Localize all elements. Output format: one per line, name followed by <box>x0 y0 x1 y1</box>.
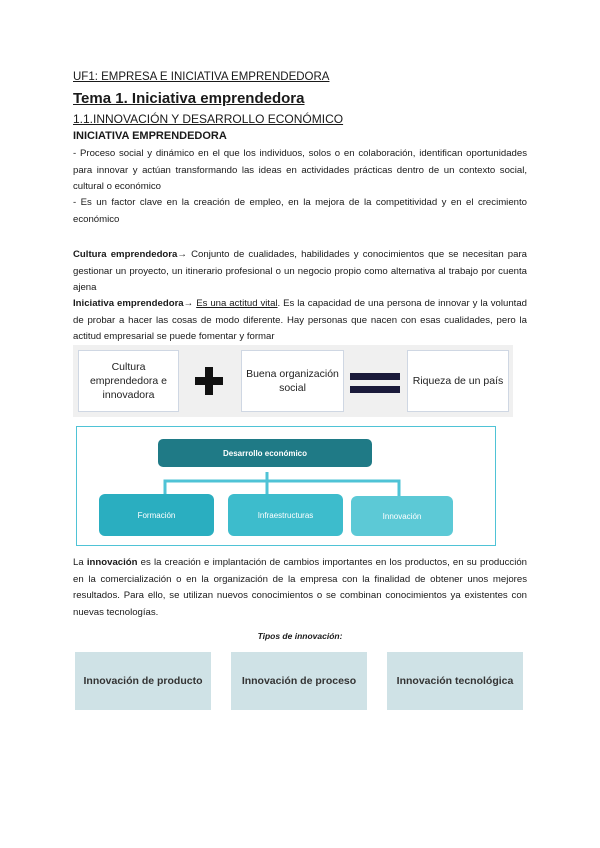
innovacion-lead: La <box>73 557 87 568</box>
cultura-paragraph <box>73 247 527 297</box>
innovacion-term: innovación <box>86 557 138 568</box>
iniciativa-term: Iniciativa emprendedora→ <box>73 298 197 309</box>
bullet-1: - Proceso social y dinámico en el que los individuos, solos o en colaboración, identifican oportunidades para innovar y actúan transformando las ideas en actividades prácticas dentro de un contexto social, cultural o económico <box>73 148 527 192</box>
diagram-node-innovacion: Innovación <box>351 496 453 536</box>
iniciativa-text: . Es la capacidad de una persona de innovar y la voluntad de probar a hacer las cosas de modo diferente. Hay personas que nacen con esas cualidades, pero la actitud empresarial se puede fomentar y formar <box>73 298 527 342</box>
bullet-2: - Es un factor clave en la creación de empleo, en la mejora de la competitividad y en el crecimiento económico <box>73 197 527 225</box>
tipo-proceso: Innovación de proceso <box>231 652 367 710</box>
diagram-top-node: Desarrollo económico <box>158 439 372 467</box>
section-title: 1.1.INNOVACIÓN Y DESARROLLO ECONÓMICO <box>73 112 344 126</box>
unit-title: UF1: EMPRESA E INICIATIVA EMPRENDEDORA <box>73 71 330 83</box>
plus-icon-vertical <box>205 367 213 395</box>
tema-title: Tema 1. Iniciativa emprendedora <box>73 90 305 107</box>
equals-icon-top <box>350 373 400 380</box>
innovacion-text: es la creación e implantación de cambios importantes en los productos, en su producción en la comercialización o en la organización de la empresa con la finalidad de obtener unos mejores resultados. Para ello, se utilizan nuevos conocimientos o se combinan conocimientos ya existentes con nuevas tecnologías. <box>73 557 527 618</box>
cultura-text: Conjunto de cualidades, habilidades y conocimientos que se necesitan para gestionar un proyecto, un itinerario profesional o un negocio propio como alternativa al trabajo por cuenta ajena <box>73 249 527 293</box>
subsection-title: INICIATIVA EMPRENDEDORA <box>73 130 227 142</box>
equation-box-riqueza: Riqueza de un país <box>407 350 509 412</box>
innovacion-paragraph <box>73 555 527 621</box>
equals-icon-bottom <box>350 386 400 393</box>
diagram-node-formacion: Formación <box>99 494 214 536</box>
tipos-title: Tipos de innovación: <box>257 631 343 641</box>
iniciativa-underlined: Es una actitud vital <box>196 298 278 309</box>
equation-box-cultura: Cultura emprendedora e innovadora <box>78 350 179 412</box>
tipo-producto: Innovación de producto <box>75 652 211 710</box>
iniciativa-paragraph <box>73 296 527 346</box>
tipo-tecnologica: Innovación tecnológica <box>387 652 523 710</box>
cultura-term: Cultura emprendedora→ <box>73 249 187 260</box>
equation-box-organizacion: Buena organización social <box>241 350 344 412</box>
diagram-node-infraestructuras: Infraestructuras <box>228 494 343 536</box>
